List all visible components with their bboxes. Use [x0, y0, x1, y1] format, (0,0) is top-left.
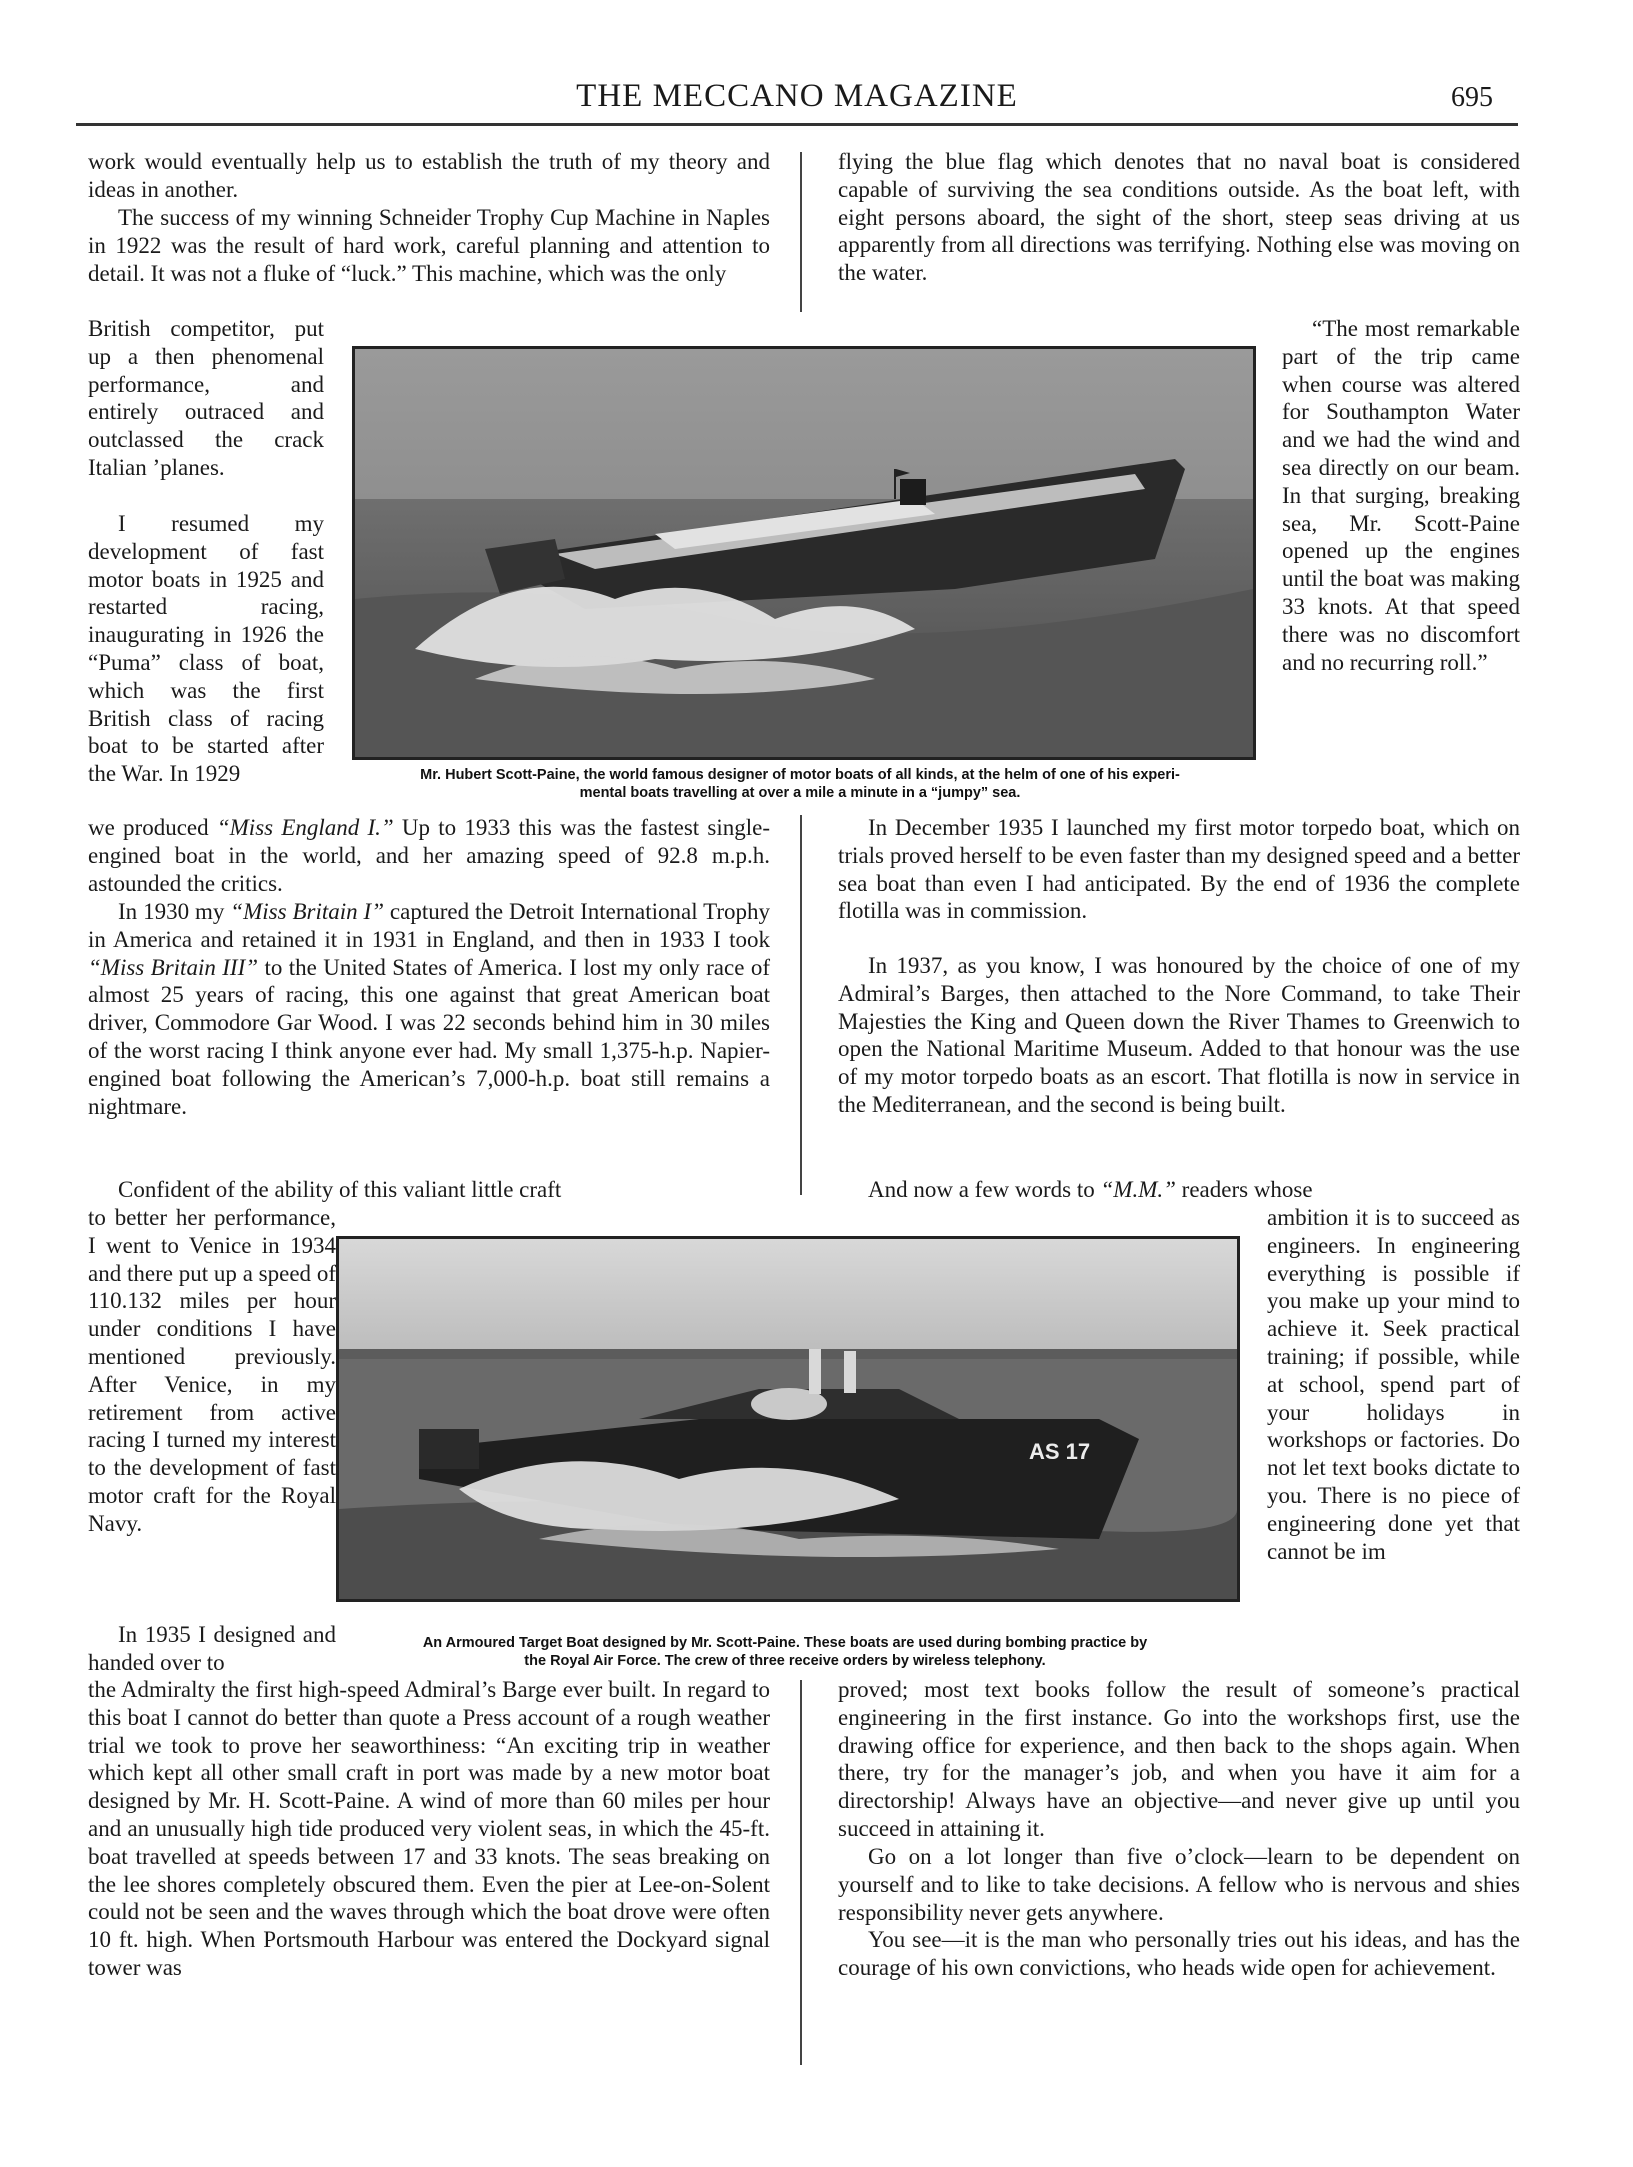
- left-paragraph-5-side: to better her performance, I went to Venice in 1934 and there put up a speed of 110.132 miles per hour under conditions I have mentioned previously. After Venice, in my retirement from active racing I turned my interest to the development of fast motor craft for the Royal Navy.: [88, 1205, 336, 1536]
- photo-caption-1: Mr. Hubert Scott-Paine, the world famous designer of motor boats of all kinds, at the helm of one of his experi- mental boats travelling at over a mile a minute in a “jumpy” sea.: [420, 767, 1180, 801]
- left-paragraph-3-continued: we produced “Miss England I.” Up to 1933 this was the fastest single-engined boat in the world, and her amazing speed of 92.8 m.p.h. astounded the critics.: [88, 815, 770, 896]
- photo-armoured-target-boat: [336, 1236, 1240, 1602]
- page-number: 695: [1451, 82, 1493, 113]
- left-paragraph-6-side: In 1935 I designed and handed over to: [88, 1622, 336, 1675]
- left-paragraph-5-top: Confident of the ability of this valiant little craft: [118, 1177, 562, 1202]
- photo-scott-paine-boat: [352, 346, 1256, 760]
- right-paragraph-7: You see—it is the man who personally tries out his ideas, and has the courage of his own convictions, who heads wide open for achievement.: [838, 1927, 1520, 1980]
- right-paragraph-2-side: “The most remarkable part of the trip came when course was altered for Southampton Water and we had the wind and sea directly on our beam. In that surging, breaking sea, Mr. Scott-Paine opened up the engines until the boat was making 33 knots. At that speed there was no discomfort and no recurring roll.”: [1282, 316, 1520, 675]
- right-paragraph-1: flying the blue flag which denotes that no naval boat is considered capable of surviving the sea conditions outside. As the boat left, with eight persons aboard, the sight of the short, steep seas driving at us apparently from all directions was terrifying. Nothing else was moving on the water.: [838, 149, 1520, 286]
- right-paragraph-5-side: ambition it is to succeed as engineers. In engineering everything is possible if you make up your mind to achieve it. Seek practical training; if possible, while at school, spend part of your holidays in workshops or factories. Do not let text books dictate to you. There is no piece of engineering done yet that cannot be im: [1267, 1205, 1520, 1564]
- column-divider-top: [800, 152, 802, 312]
- left-paragraph-2-top: The success of my winning Schneider Trophy Cup Machine in Naples in 1922 was the result of hard work, careful planning and attention to detail. It was not a fluke of “luck.” This machine, which was the only: [88, 205, 770, 286]
- speedboat-illustration: [355, 349, 1253, 757]
- right-paragraph-6: Go on a lot longer than five o’clock—learn to be dependent on yourself and to like to take decisions. A fellow who is nervous and shies responsibility never gets anywhere.: [838, 1844, 1520, 1925]
- header-rule: [76, 123, 1518, 126]
- left-paragraph-6-continued: the Admiralty the first high-speed Admiral’s Barge ever built. In regard to this boat I cannot do better than quote a Press account of a rough weather trial we took to prove her seaworthiness: “An exciting trip in weather which kept all other small craft in port was made by a new motor boat designed by Mr. H. Scott-Paine. A wind of more than 60 miles per hour and an unusually high tide produced very violent seas, in which the 45-ft. boat travelled at speeds between 17 and 33 knots. The seas breaking on the lee shores completely obscured them. Even the pier at Lee-on-Solent could not be seen and the waves through which the boat drove were often 10 ft. high. When Portsmouth Harbour was entered the Dockyard signal tower was: [88, 1677, 770, 1980]
- right-paragraph-5-continued: proved; most text books follow the result of someone’s practical engineering in the first instance. Go into the workshops first, use the drawing office for experience, and then back to the shops again. When there, try for the manager’s job, and when you have it aim for a directorship! Always have an objective—and never give up until you succeed in attaining it.: [838, 1677, 1520, 1841]
- column-divider-bottom: [800, 1680, 802, 2065]
- left-paragraph-3-side: I resumed my development of fast motor boats in 1925 and restarted racing, inaugurating in 1926 the “Puma” class of boat, which was the first British class of racing boat to be started after the War. In 1929: [88, 511, 324, 787]
- left-paragraph-4: In 1930 my “Miss Britain I” captured the Detroit International Trophy in America and retained it in 1931 in England, and then in 1933 I took “Miss Britain III” to the United States of America. I lost my only race of almost 25 years of racing, this one against that great American boat driver, Commodore Gar Wood. I was 22 seconds behind him in 30 miles of the worst racing I think anyone ever had. My small 1,375-h.p. Napier-engined boat following the American’s 7,000-h.p. boat still remains a nightmare.: [88, 899, 770, 1119]
- left-paragraph-1: work would eventually help us to establish the truth of my theory and ideas in another.: [88, 149, 770, 202]
- photo-caption-2: An Armoured Target Boat designed by Mr. Scott-Paine. These boats are used during bombing practice by the Royal Air Force. The crew of three receive orders by wireless telephony.: [422, 1635, 1148, 1669]
- target-boat-illustration: [339, 1239, 1237, 1599]
- column-divider-middle: [800, 815, 802, 1195]
- left-paragraph-2-side: British competitor, put up a then phenomenal performance, and entirely outraced and outclassed the crack Italian ’planes.: [88, 316, 324, 480]
- right-paragraph-3: In December 1935 I launched my first motor torpedo boat, which on trials proved herself to be even faster than my designed speed and a better sea boat than even I had anticipated. By the end of 1936 the complete flotilla was in commission.: [838, 815, 1520, 924]
- page-header: [76, 78, 1518, 122]
- right-paragraph-5-top: And now a few words to “M.M.” readers whose: [868, 1177, 1313, 1202]
- magazine-title: THE MECCANO MAGAZINE: [576, 78, 1018, 114]
- right-paragraph-4: In 1937, as you know, I was honoured by the choice of one of my Admiral’s Barges, then attached to the Nore Command, to take Their Majesties the King and Queen down the River Thames to Greenwich to open the National Maritime Museum. Added to that honour was the use of my motor torpedo boats as an escort. That flotilla is now in service in the Mediterranean, and the second is being built.: [838, 953, 1520, 1117]
- hull-marking: AS 17: [1029, 1439, 1091, 1464]
